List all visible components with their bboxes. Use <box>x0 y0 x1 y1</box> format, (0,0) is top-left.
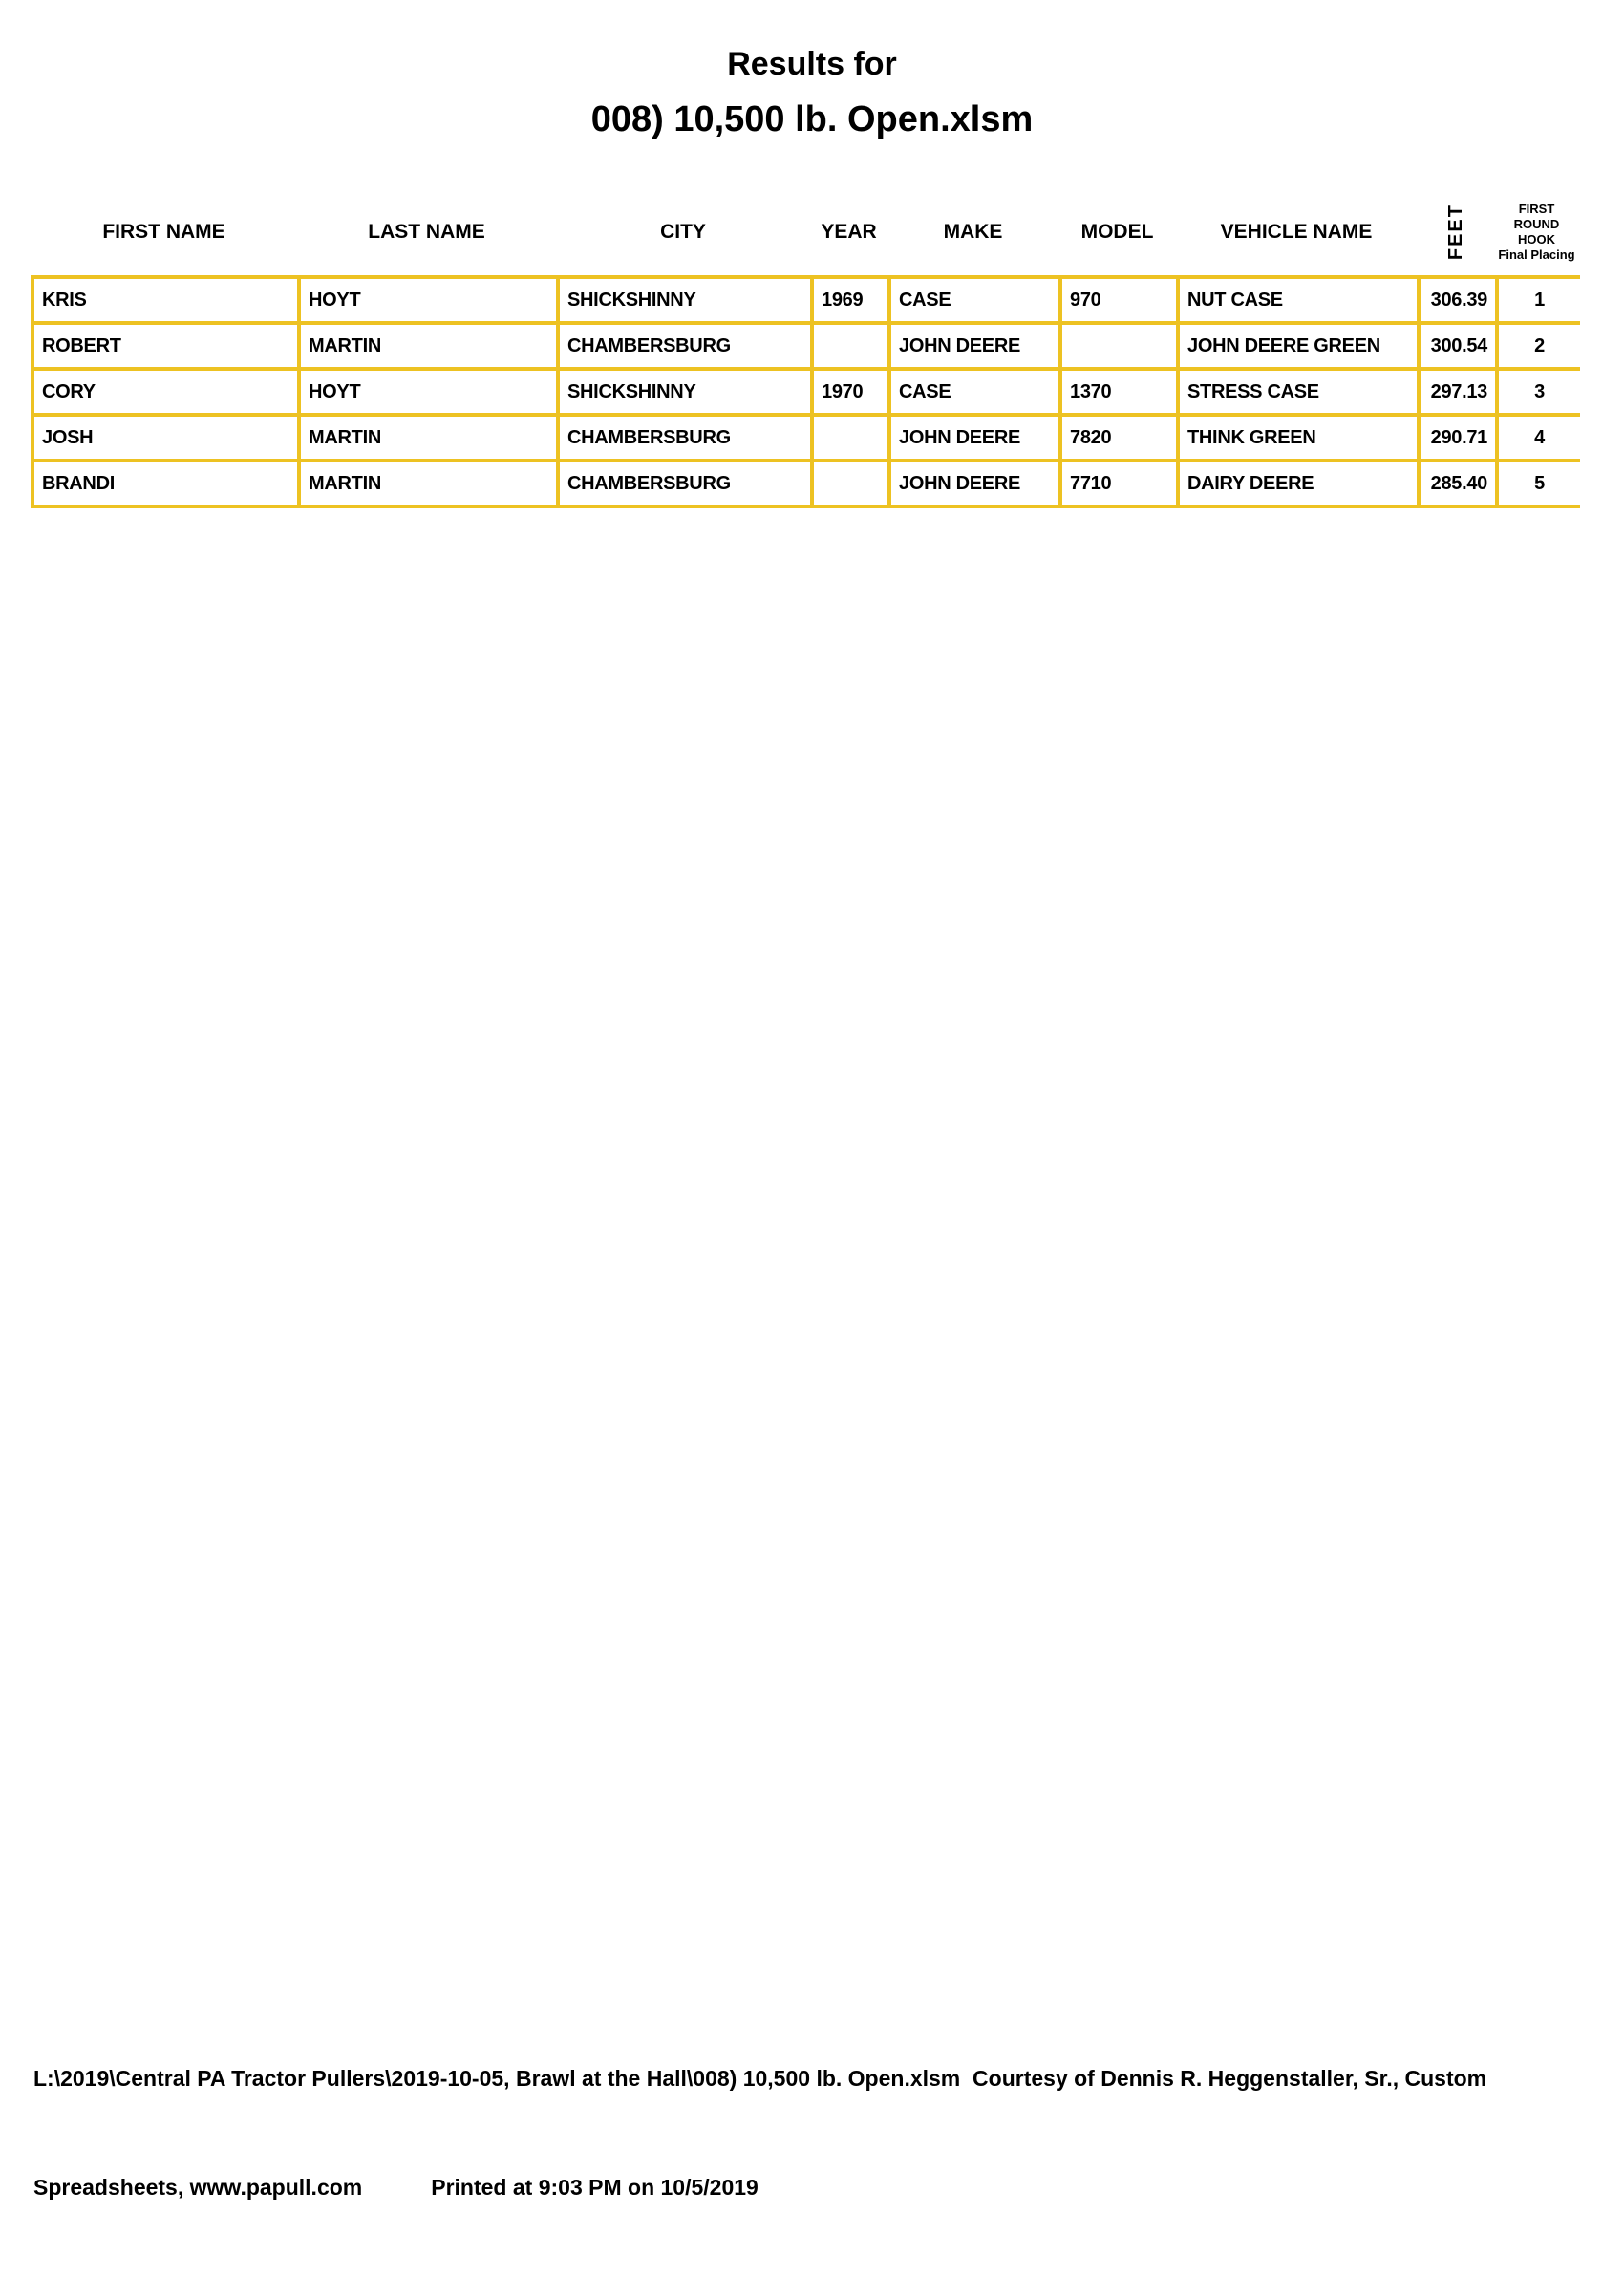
col-header-year: YEAR <box>821 221 877 243</box>
cell-make: CASE <box>889 277 1060 323</box>
table-row <box>32 369 1580 415</box>
cell-city: SHICKSHINNY <box>558 277 812 323</box>
cell-first-name: KRIS <box>32 277 299 323</box>
cell-vehicle-name: DAIRY DEERE <box>1178 461 1419 506</box>
table-row <box>32 277 1580 323</box>
cell-placing: 4 <box>1497 415 1580 461</box>
cell-year: 1969 <box>812 277 889 323</box>
cell-placing: 2 <box>1497 323 1580 369</box>
cell-placing: 1 <box>1497 277 1580 323</box>
cell-model: 1370 <box>1060 369 1178 415</box>
page-subtitle: 008) 10,500 lb. Open.xlsm <box>590 99 1034 140</box>
cell-first-name: ROBERT <box>32 323 299 369</box>
cell-city: CHAMBERSBURG <box>558 323 812 369</box>
cell-model <box>1060 323 1178 369</box>
cell-year <box>812 415 889 461</box>
cell-last-name: MARTIN <box>299 461 558 506</box>
cell-last-name: HOYT <box>299 277 558 323</box>
cell-first-name: CORY <box>32 369 299 415</box>
footer-file-path: L:\2019\Central PA Tractor Pullers\2019-10-05, Brawl at the Hall\008) 10,500 lb. Open.xlsm Courtesy of Dennis R. Heggenstaller, Sr., Custom <box>33 2066 1487 2091</box>
col-header-final-placing <box>1495 189 1578 275</box>
cell-feet: 306.39 <box>1419 277 1497 323</box>
col-header-vehicle-name: VEHICLE NAME <box>1220 221 1373 243</box>
cell-city: CHAMBERSBURG <box>558 415 812 461</box>
hook-header-line3: Final Placing <box>1498 247 1575 262</box>
table-row <box>32 461 1580 506</box>
cell-last-name: MARTIN <box>299 415 558 461</box>
cell-feet: 297.13 <box>1419 369 1497 415</box>
cell-city: CHAMBERSBURG <box>558 461 812 506</box>
cell-first-name: BRANDI <box>32 461 299 506</box>
column-header-row <box>31 189 1578 275</box>
cell-make: JOHN DEERE <box>889 461 1060 506</box>
cell-last-name: HOYT <box>299 369 558 415</box>
cell-year <box>812 323 889 369</box>
cell-make: CASE <box>889 369 1060 415</box>
cell-model: 7820 <box>1060 415 1178 461</box>
cell-year <box>812 461 889 506</box>
page-footer <box>33 1988 1600 2278</box>
cell-placing: 3 <box>1497 369 1580 415</box>
cell-model: 970 <box>1060 277 1178 323</box>
hook-header-line2: HOOK <box>1518 232 1555 247</box>
cell-feet: 300.54 <box>1419 323 1497 369</box>
cell-make: JOHN DEERE <box>889 323 1060 369</box>
col-header-last-name: LAST NAME <box>368 221 485 243</box>
col-header-city: CITY <box>660 221 706 243</box>
cell-first-name: JOSH <box>32 415 299 461</box>
table-row <box>32 415 1580 461</box>
col-header-first-name: FIRST NAME <box>102 221 225 243</box>
cell-placing: 5 <box>1497 461 1580 506</box>
table-row <box>32 323 1580 369</box>
cell-feet: 285.40 <box>1419 461 1497 506</box>
footer-website: Spreadsheets, www.papull.com <box>33 2175 363 2200</box>
cell-city: SHICKSHINNY <box>558 369 812 415</box>
page-title: Results for <box>727 46 897 82</box>
cell-model: 7710 <box>1060 461 1178 506</box>
hook-header-line1: FIRST ROUND <box>1513 202 1560 231</box>
results-table <box>31 275 1580 508</box>
cell-vehicle-name: JOHN DEERE GREEN <box>1178 323 1419 369</box>
report-title <box>0 44 1624 141</box>
footer-printed-timestamp: Printed at 9:03 PM on 10/5/2019 <box>431 2175 759 2200</box>
cell-feet: 290.71 <box>1419 415 1497 461</box>
col-header-make: MAKE <box>943 221 1003 243</box>
cell-vehicle-name: THINK GREEN <box>1178 415 1419 461</box>
col-header-model: MODEL <box>1080 221 1154 243</box>
cell-vehicle-name: NUT CASE <box>1178 277 1419 323</box>
cell-year: 1970 <box>812 369 889 415</box>
feet-vertical-label: FEET <box>1444 204 1466 261</box>
col-header-feet <box>1417 189 1495 275</box>
footer-credit-line <box>33 2169 1600 2205</box>
cell-vehicle-name: STRESS CASE <box>1178 369 1419 415</box>
cell-last-name: MARTIN <box>299 323 558 369</box>
cell-make: JOHN DEERE <box>889 415 1060 461</box>
